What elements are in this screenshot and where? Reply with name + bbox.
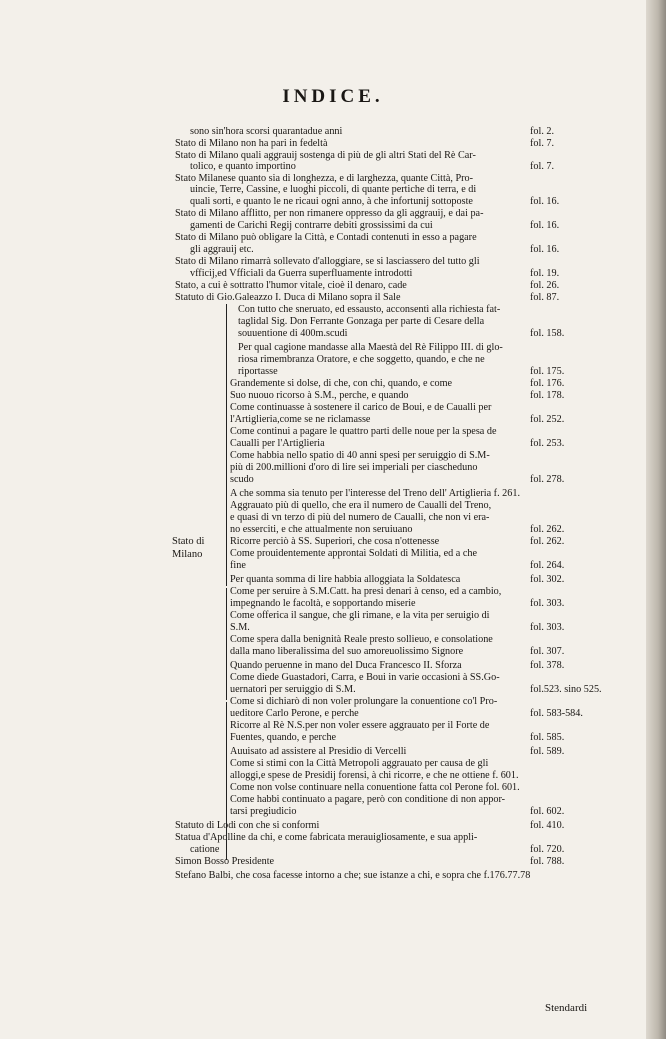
index-line bbox=[175, 870, 650, 881]
folio-reference: fol. 264. bbox=[530, 560, 565, 571]
folio-reference: fol. 583-584. bbox=[530, 708, 583, 719]
index-entry-text: tarsi pregiudicio bbox=[230, 806, 297, 817]
index-entry-text: Con tutto che sneruato, ed essausto, acconsentì alla richiesta fat- bbox=[238, 304, 501, 315]
index-line bbox=[230, 474, 526, 485]
index-line bbox=[230, 684, 526, 695]
index-entry-text: Come continuasse à sostenere il carico de Boui, e de Caualli per bbox=[230, 402, 492, 413]
index-entry-text: souuentione di 400m.scudi bbox=[238, 328, 348, 339]
index-line bbox=[238, 304, 650, 315]
folio-reference: fol. 302. bbox=[530, 574, 565, 585]
index-entry-text: Come si dichiarò di non voler prolungare la conuentione co'l Pro- bbox=[230, 696, 498, 707]
index-entry-text: Come per seruire à S.M.Catt. ha presi denari à censo, ed a cambio, bbox=[230, 586, 502, 597]
folio-reference: fol. 307. bbox=[530, 646, 565, 657]
folio-reference: fol. 26. bbox=[530, 280, 560, 291]
index-entry-text: Come si stimi con la Città Metropoli aggrauato per causa de gli bbox=[230, 758, 489, 769]
group-bracket bbox=[226, 790, 233, 860]
index-entry-text: Aggrauato più di quello, che era il numero de Caualli del Treno, bbox=[230, 500, 492, 511]
index-entry-text: Statua d'Apolline da chi, e come fabricata merauigliosamente, e sua appli- bbox=[175, 832, 478, 843]
page-header: INDICE. bbox=[282, 86, 384, 107]
folio-reference: fol. 278. bbox=[530, 474, 565, 485]
folio-reference: fol. 253. bbox=[530, 438, 565, 449]
folio-reference: fol. 7. bbox=[530, 138, 555, 149]
index-line bbox=[190, 161, 526, 172]
index-entry-text: gamenti de Carichi Regij contrarre debiti grossissimi da cui bbox=[190, 220, 433, 231]
index-line bbox=[190, 244, 526, 255]
index-line bbox=[175, 832, 650, 843]
folio-reference: fol. 175. bbox=[530, 366, 565, 377]
index-entry-text: Caualli per l'Artiglieria bbox=[230, 438, 325, 449]
index-line bbox=[175, 292, 526, 303]
index-line bbox=[230, 720, 650, 731]
index-entry-text: Fuentes, quando, e perche bbox=[230, 732, 337, 743]
index-entry-text: impegnando le facoltà, e sopportando miserie bbox=[230, 598, 416, 609]
index-entry-text: Stato di Milano può obligare la Città, e Contadi contenuti in esso a pagare bbox=[175, 232, 477, 243]
index-line bbox=[230, 450, 650, 461]
folio-reference: fol. 262. bbox=[530, 524, 565, 535]
index-entry-text: Come prouidentemente approntaì Soldati di Militia, ed a che bbox=[230, 548, 477, 559]
index-line bbox=[230, 414, 526, 425]
index-line bbox=[175, 256, 650, 267]
folio-reference: fol. 378. bbox=[530, 660, 565, 671]
index-line bbox=[230, 586, 650, 597]
index-entry-text: Statuto di Lodi con che si conformi bbox=[175, 820, 320, 831]
folio-reference: fol. 585. bbox=[530, 732, 565, 743]
index-entry-text: scudo bbox=[230, 474, 254, 485]
folio-reference: fol. 158. bbox=[530, 328, 565, 339]
index-line bbox=[238, 328, 526, 339]
index-entry-text: Statuto di Gio.Galeazzo I. Duca di Milano sopra il Sale bbox=[175, 292, 401, 303]
index-line bbox=[230, 390, 526, 401]
index-line bbox=[230, 746, 526, 757]
index-line bbox=[190, 268, 526, 279]
folio-reference: fol. 252. bbox=[530, 414, 565, 425]
index-line bbox=[238, 366, 526, 377]
index-line bbox=[230, 758, 650, 769]
index-entry-text: quali sorti, e quanto le ne ricaui ogni anno, à che infortunij sottoposte bbox=[190, 196, 473, 207]
index-line bbox=[230, 536, 526, 547]
index-line bbox=[230, 524, 526, 535]
index-entry-text: Auuisato ad assistere al Presidio di Vercelli bbox=[230, 746, 407, 757]
index-line bbox=[175, 150, 650, 161]
index-entry-text: catione bbox=[190, 844, 220, 855]
folio-reference: fol. 7. bbox=[530, 161, 555, 172]
folio-reference: fol. 788. bbox=[530, 856, 565, 867]
margin-label-stato: Stato di bbox=[172, 536, 205, 547]
index-entry-text: sono sin'hora scorsi quarantadue anni bbox=[190, 126, 343, 137]
folio-reference: fol. 176. bbox=[530, 378, 565, 389]
index-line bbox=[230, 378, 526, 389]
index-line bbox=[238, 316, 650, 327]
index-entry-text: e quasi di vn terzo di più del numero de Caualli, che non vi era- bbox=[230, 512, 490, 523]
index-line bbox=[230, 560, 526, 571]
index-line bbox=[230, 512, 650, 523]
folio-reference: fol. 16. bbox=[530, 220, 560, 231]
index-line bbox=[230, 598, 526, 609]
index-line bbox=[230, 634, 650, 645]
folio-reference: fol. 19. bbox=[530, 268, 560, 279]
index-entry-text: Stato Milanese quanto sia di longhezza, e di larghezza, quante Città, Pro- bbox=[175, 173, 473, 184]
index-entry-text: Come continui a pagare le quattro parti delle noue per la spesa de bbox=[230, 426, 497, 437]
folio-reference: fol. 16. bbox=[530, 196, 560, 207]
index-entry-text: Suo nuouo ricorso à S.M., perche, e quando bbox=[230, 390, 409, 401]
index-entry-text: Stato, a cui è sottratto l'humor vitale, cioè il denaro, cade bbox=[175, 280, 407, 291]
index-line bbox=[238, 354, 650, 365]
index-line bbox=[238, 342, 650, 353]
index-entry-text: Stato di Milano quali aggrauij sostenga di più de gli altri Stati del Rè Car- bbox=[175, 150, 476, 161]
catchword: Stendardi bbox=[545, 1002, 588, 1014]
index-entry-text: Ricorre al Rè N.S.per non voler essere aggrauato per il Forte de bbox=[230, 720, 490, 731]
folio-reference: fol. 410. bbox=[530, 820, 565, 831]
index-entry-text: riosa rimembranza Oratore, e che soggetto, quando, e che ne bbox=[238, 354, 485, 365]
group-bracket bbox=[226, 502, 233, 586]
index-entry-text: Stato di Milano afflitto, per non rimanere oppresso da gli aggrauij, e dai pa- bbox=[175, 208, 484, 219]
folio-reference: fol. 2. bbox=[530, 126, 555, 137]
index-entry-text: ueditore Carlo Perone, e perche bbox=[230, 708, 359, 719]
folio-reference: fol. 303. bbox=[530, 622, 565, 633]
margin-label-milano: Milano bbox=[172, 549, 203, 560]
group-bracket bbox=[226, 392, 233, 502]
index-entry-text: Grandemente si dolse, di che, con chi, quando, e come bbox=[230, 378, 453, 389]
index-entry-text: Stato di Milano rimarrà sollevato d'alloggiare, se si lasciassero del tutto gli bbox=[175, 256, 480, 267]
folio-reference: fol. 589. bbox=[530, 746, 565, 757]
folio-reference: fol. 303. bbox=[530, 598, 565, 609]
index-line bbox=[230, 782, 650, 793]
index-line bbox=[230, 548, 650, 559]
index-line bbox=[230, 462, 650, 473]
index-entry-text: Quando peruenne in mano del Duca Francesco II. Sforza bbox=[230, 660, 462, 671]
index-entry-text: S.M. bbox=[230, 622, 250, 633]
index-line bbox=[175, 208, 650, 219]
index-entry-text: dalla mano liberalissima del suo amoreuolissimo Signore bbox=[230, 646, 464, 657]
index-line bbox=[230, 426, 650, 437]
index-line bbox=[230, 770, 650, 781]
index-line bbox=[175, 138, 526, 149]
index-line bbox=[190, 184, 650, 195]
index-line bbox=[230, 438, 526, 449]
index-entry-text: Come offerica il sangue, che gli rimane, e la vita per seruigio di bbox=[230, 610, 490, 621]
folio-reference: fol. 178. bbox=[530, 390, 565, 401]
folio-reference: fol. 262. bbox=[530, 536, 565, 547]
index-entry-text: riportasse bbox=[238, 366, 278, 377]
index-line bbox=[230, 672, 650, 683]
index-entry-text: uincie, Terre, Cassine, e luoghi piccoli, di quante pertiche di terra, e di bbox=[190, 184, 477, 195]
index-entry-text: alloggi,e spese de Presidij forensi, à chi ricorre, e che ne ottiene f. 601. bbox=[230, 770, 519, 781]
index-line bbox=[230, 622, 526, 633]
index-entry-text: Come non volse continuare nella conuentione fatta col Perone fol. 601. bbox=[230, 782, 520, 793]
index-entry-text: Come habbia nello spatio di 40 anni spesi per seruiggio di S.M- bbox=[230, 450, 490, 461]
index-line bbox=[190, 844, 526, 855]
index-line bbox=[230, 806, 526, 817]
index-entry-text: Stato di Milano non ha pari in fedeltà bbox=[175, 138, 328, 149]
index-line bbox=[175, 173, 650, 184]
index-entry-text: gli aggrauij etc. bbox=[190, 244, 254, 255]
index-entry-text: Per qual cagione mandasse alla Maestà del Rè Filippo III. di glo- bbox=[238, 342, 503, 353]
index-entry-text: no esserciti, e che attualmente non seruiuano bbox=[230, 524, 413, 535]
index-line bbox=[175, 280, 526, 291]
index-entry-text: Come spera dalla benignità Reale presto sollieuo, e consolatione bbox=[230, 634, 493, 645]
index-line bbox=[230, 696, 650, 707]
folio-reference: fol. 16. bbox=[530, 244, 560, 255]
index-line bbox=[230, 660, 526, 671]
folio-reference: fol. 602. bbox=[530, 806, 565, 817]
index-line bbox=[230, 488, 650, 499]
index-entry-text: più di 200.millioni d'oro di lire sei imperiali per ciascheduno bbox=[230, 462, 478, 473]
index-line bbox=[230, 646, 526, 657]
index-line bbox=[190, 220, 526, 231]
group-bracket bbox=[226, 588, 233, 700]
index-entry-text: l'Artiglieria,come se ne riclamasse bbox=[230, 414, 371, 425]
index-line bbox=[190, 196, 526, 207]
index-line bbox=[230, 732, 526, 743]
index-entry-text: tolico, e quanto importino bbox=[190, 161, 296, 172]
index-line bbox=[230, 500, 650, 511]
index-entry-text: taglidal Sig. Don Ferrante Gonzaga per parte di Cesare della bbox=[238, 316, 485, 327]
group-bracket bbox=[226, 346, 233, 382]
folio-reference: fol. 87. bbox=[530, 292, 560, 303]
index-entry-text: Per quanta somma di lire habbia alloggiata la Soldatesca bbox=[230, 574, 461, 585]
index-line bbox=[230, 574, 526, 585]
index-entry-text: Simon Bosso Presidente bbox=[175, 856, 275, 867]
index-entry-text: A che somma sia tenuto per l'interesse del Treno dell' Artiglieria f. 261. bbox=[230, 488, 520, 499]
index-entry-text: Stefano Balbi, che cosa facesse intorno a che; sue istanze a chi, e sopra che f.176.77.78 bbox=[175, 870, 531, 881]
index-entry-text: vfficij,ed Vfficiali da Guerra superfluamente introdotti bbox=[190, 268, 413, 279]
folio-reference: fol. 720. bbox=[530, 844, 565, 855]
index-entry-text: uernatori per seruiggio di S.M. bbox=[230, 684, 356, 695]
index-entry-text: Come diede Guastadori, Carra, e Boui in varie occasioni à SS.Go- bbox=[230, 672, 500, 683]
index-entry-text: fine bbox=[230, 560, 246, 571]
index-line bbox=[175, 232, 650, 243]
index-line bbox=[230, 610, 650, 621]
index-line bbox=[230, 402, 650, 413]
index-line bbox=[230, 794, 650, 805]
index-entry-text: Come habbi continuato a pagare, però con conditione di non appor- bbox=[230, 794, 506, 805]
index-line bbox=[230, 708, 526, 719]
index-entry-text: Ricorre perciò à SS. Superiori, che cosa n'ottenesse bbox=[230, 536, 440, 547]
folio-reference: fol.523. sino 525. bbox=[530, 684, 602, 695]
index-line bbox=[190, 126, 526, 137]
